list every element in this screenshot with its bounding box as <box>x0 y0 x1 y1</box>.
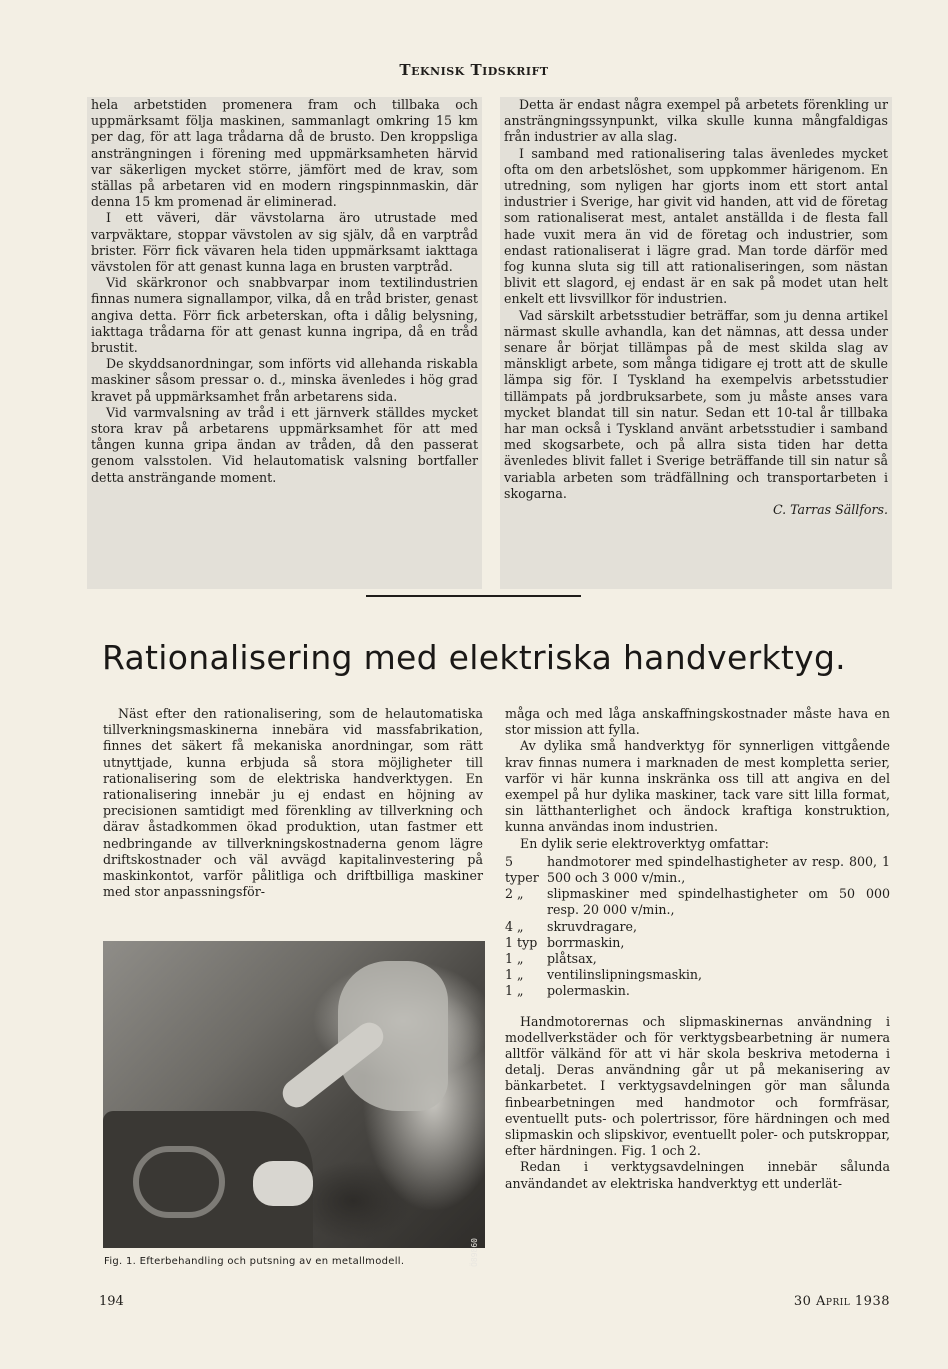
list-item-text: handmotorer med spindelhastigheter av resp. 800, 1 500 och 3 000 v/min., <box>547 853 890 886</box>
paragraph: Vid varmvalsning av tråd i ett järnverk ställdes mycket stora krav på arbetarens uppmärksamhet för att med tången kunna gripa ändan av tråden, då den passerat genom valsstolen. Vid helautomatisk valsning bortfaller detta ansträngande moment. <box>91 404 478 485</box>
list-item <box>505 854 890 886</box>
paragraph: Av dylika små handverktyg för synnerligen vittgående krav finnas numera i marknaden de mest kompletta serier, varför vi här kunna inskränka oss till att angiva en del exempel på hur dylika maskiner, tack vare sitt lilla format, sin lätthanterlighet och ändock kraftiga konstruktion, kunna användas inom industrien. <box>505 738 890 835</box>
list-item <box>505 886 890 918</box>
paragraph: I ett väveri, där vävstolarna äro utrustade med varpväktare, stoppar vävstolen av sig själv, då en varptråd brister. Förr fick vävaren hela tiden uppmärksamt iakttaga vävstolen för att genast kunna laga en brusten varptråd. <box>91 210 478 275</box>
top-right-column <box>500 97 892 589</box>
paragraph: De skyddsanordningar, som införts vid allehanda riskabla maskiner såsom pressar o. d., minska ävenledes i hög grad kravet på uppmärksamhet från arbetarens sida. <box>91 356 478 404</box>
list-item-qty: 2 „ <box>505 886 524 902</box>
paragraph: Vid skärkronor och snabbvarpar inom textilindustrien finnas numera signallampor, vilka, då en tråd brister, genast angiva detta. Förr fick arbeterskan, ofta i dålig belysning, iakttaga trådarna för att genast kunna ingripa, då en tråd brustit. <box>91 275 478 356</box>
list-item-text: polermaskin. <box>547 983 630 999</box>
section-divider <box>366 595 581 597</box>
paragraph: måga och med låga anskaffningskostnader måste hava en stor mission att fylla. <box>505 706 890 738</box>
paragraph: Näst efter den rationalisering, som de helautomatiska tillverkningsmaskinerna innebära vid massfabrikation, finnes det säkert få mekaniska anordningar, som rätt utnyttjade, kunna erbjuda så stora möjligheter till rationalisering som de elektriska handverktygen. En rationalisering innebär ju ej endast en höjning av precisionen samtidigt med förenkling av tillverkning och därav åstadkommen ökad produktion, utan fastmer ett nedbringande av tillverkningskostnaderna genom lägre driftskostnader och väl avvägd kapitalinvestering på maskinkontot, varför pålitliga och driftbilliga maskiner med stor anpassningsför- <box>103 706 483 900</box>
list-item-qty: 4 „ <box>505 918 524 934</box>
list-item <box>505 967 890 983</box>
paragraph: En dylik serie elektroverktyg omfattar: <box>520 835 769 851</box>
tool-list <box>505 854 890 1000</box>
paragraph: hela arbetstiden promenera fram och tillbaka och uppmärksamt följa maskinen, sammanlagt omkring 15 km per dag, för att laga trådarna då de brusto. Den kroppsliga ansträngningen i förening med uppmärksamheten härvid var säkerligen mycket större, jämfört med de krav, som ställas på arbetaren vid en modern ringspinnmaskin, där denna 15 km promenad är eliminerad. <box>91 97 478 210</box>
photo-stamp: Ö89860 <box>470 1238 479 1267</box>
author-signature: C. Tarras Sällfors. <box>772 502 888 518</box>
top-left-column <box>87 97 482 589</box>
article-right-column <box>505 706 890 1192</box>
paragraph: Detta är endast några exempel på arbetets förenkling ur ansträngningssynpunkt, vilka skulle kunna mångfaldigas från industrier av alla slag. <box>504 97 888 145</box>
list-item <box>505 951 890 967</box>
issue-date: 30 April 1938 <box>793 1294 890 1309</box>
running-header: Teknisk Tidskrift <box>399 61 549 79</box>
list-item-qty: 1 „ <box>505 951 524 967</box>
list-item <box>505 935 890 951</box>
paragraph: Handmotorernas och slipmaskinernas användning i modellverkstäder och för verktygsbearbetning är numera alltför välkänd för att vi här skola beskriva metoderna i detalj. Deras användning går ut på mekanisering av bänkarbetet. I verktygsavdelningen gör man sålunda finbearbetningen med handmotor och formfräsar, eventuellt puts- och polertrissor, före härdningen och med slipmaskin och slipskivor, eventuellt poler- och putskroppar, efter härdningen. Fig. 1 och 2. <box>505 1013 890 1159</box>
photo-worker-hand <box>253 1161 313 1206</box>
article-title: Rationalisering med elektriska handverktyg. <box>102 638 846 677</box>
page-number: 194 <box>99 1294 124 1309</box>
figure-caption: Fig. 1. Efterbehandling och putsning av en metallmodell. <box>104 1256 405 1267</box>
list-item-qty: 5 typer <box>505 853 539 886</box>
list-item <box>505 919 890 935</box>
list-item <box>505 983 890 999</box>
list-item-text: slipmaskiner med spindelhastigheter om 50 000 resp. 20 000 v/min., <box>547 886 890 918</box>
list-item-text: ventilinslipningsmaskin, <box>547 967 702 983</box>
list-item-text: skruvdragare, <box>547 918 637 934</box>
article-left-column <box>103 706 483 900</box>
list-item-text: plåtsax, <box>547 951 597 967</box>
paragraph: Redan i verktygsavdelningen innebär sålunda användandet av elektriska handverktyg ett underlät- <box>505 1159 890 1191</box>
paragraph: Vad särskilt arbetsstudier beträffar, som ju denna artikel närmast skulle avhandla, kan det nämnas, att dessa under senare år börjat tillämpas på de mest skilda slag av mänskligt arbete, som många tidigare ej trott att de skulle lämpa sig för. I Tyskland ha exempelvis arbetsstudier tillämpats på jordbruksarbete, som ju måste anses vara mycket blandat till sin natur. Sedan ett 10-tal år tillbaka har man också i Tyskland använt arbetsstudier i samband med skogsarbete, och på allra sista tiden har detta ävenledes blivit fallet i Sverige beträffande till sin natur så variabla arbeten som trädfällning och transportarbeten i skogarna. <box>504 307 888 501</box>
photo-casting-ring <box>133 1146 225 1218</box>
list-item-qty: 1 „ <box>505 967 524 983</box>
list-item-text: borrmaskin, <box>547 934 625 950</box>
paragraph: I samband med rationalisering talas ävenledes mycket ofta om den arbetslöshet, som uppkommer härigenom. En utredning, som nyligen har gjorts inom ett stort antal industrier i Sverige, har givit vid handen, att vid de företag som rationaliserat mest, antalet anställda i de flesta fall hade vuxit mera än vid de företag och industrier, som endast rationaliserat i lägre grad. Man torde därför med fog kunna sluta sig till att rationaliseringen, som nästan blivit ett slagord, ej endast är en sak på modet utan helt enkelt ett livsvillkor för industrien. <box>504 145 888 307</box>
list-item-qty: 1 „ <box>505 983 524 999</box>
list-item-qty: 1 typ <box>505 934 538 950</box>
